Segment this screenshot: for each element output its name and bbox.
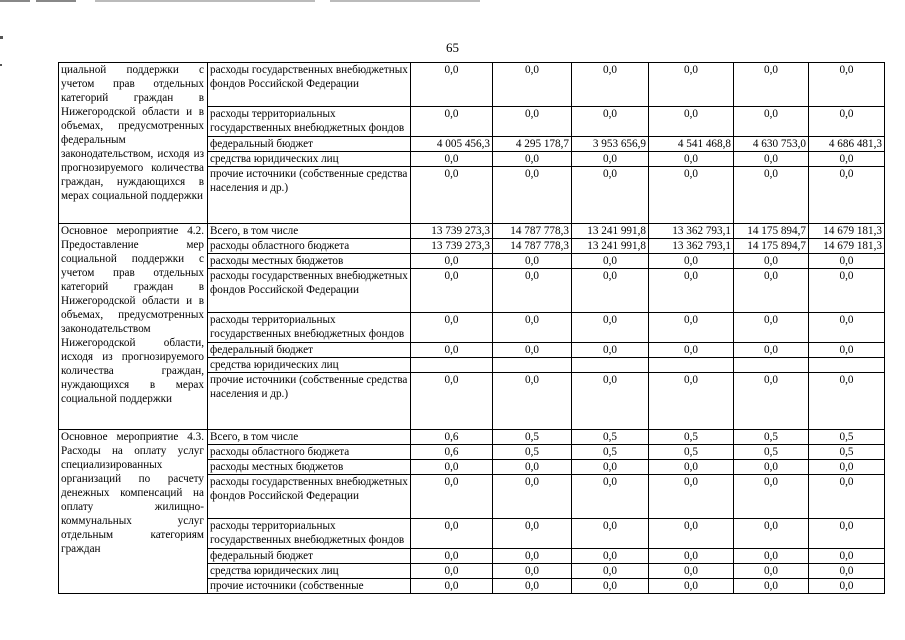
amount-cell: 4 295 178,7 [493, 137, 572, 152]
amount-cell: 14 787 778,3 [493, 239, 572, 254]
amount-cell: 0,0 [572, 475, 649, 519]
funding-source: расходы государственных внебюджетных фондов Российской Федерации [208, 269, 411, 313]
amount-cell: 0,0 [572, 107, 649, 137]
amount-cell: 14 175 894,7 [734, 239, 809, 254]
amount-cell: 0,0 [734, 549, 809, 564]
amount-cell: 0,0 [734, 269, 809, 313]
measure-description: Основное мероприятие 4.3. Расходы на оплату услуг специализированных организаций по расчету денежных компенсаций на оплату жилищно-коммунальных услуг отдельным категориям граждан [59, 430, 208, 594]
amount-cell: 0,0 [734, 313, 809, 343]
scan-top-mark [95, 0, 315, 2]
amount-cell: 0,5 [734, 445, 809, 460]
amount-cell: 0,0 [649, 373, 734, 430]
amount-cell [493, 358, 572, 373]
funding-source: средства юридических лиц [208, 152, 411, 167]
amount-cell [572, 358, 649, 373]
funding-source: расходы областного бюджета [208, 445, 411, 460]
scan-top-mark [330, 0, 480, 2]
funding-source: прочие источники (собственные [208, 579, 411, 594]
scan-top-mark [0, 0, 30, 2]
amount-cell: 0,5 [493, 430, 572, 445]
amount-cell: 0,0 [734, 564, 809, 579]
amount-cell: 0,0 [649, 313, 734, 343]
amount-cell: 14 679 181,3 [809, 239, 885, 254]
amount-cell: 0,0 [649, 107, 734, 137]
amount-cell: 0,0 [411, 254, 493, 269]
amount-cell: 0,0 [649, 269, 734, 313]
amount-cell: 0,0 [493, 579, 572, 594]
amount-cell: 13 362 793,1 [649, 239, 734, 254]
amount-cell: 0,0 [572, 373, 649, 430]
amount-cell: 0,6 [411, 430, 493, 445]
amount-cell: 0,0 [411, 373, 493, 430]
amount-cell: 0,0 [411, 564, 493, 579]
funding-source: расходы областного бюджета [208, 239, 411, 254]
funding-source: расходы местных бюджетов [208, 460, 411, 475]
funding-source: Всего, в том числе [208, 224, 411, 239]
amount-cell: 13 739 273,3 [411, 224, 493, 239]
amount-cell: 14 175 894,7 [734, 224, 809, 239]
amount-cell [649, 358, 734, 373]
amount-cell: 0,0 [411, 475, 493, 519]
amount-cell: 0,0 [809, 475, 885, 519]
amount-cell: 0,0 [809, 152, 885, 167]
amount-cell: 0,0 [734, 460, 809, 475]
amount-cell: 0,0 [649, 519, 734, 549]
amount-cell: 0,0 [734, 254, 809, 269]
amount-cell: 0,0 [809, 519, 885, 549]
table-row [59, 430, 885, 445]
amount-cell: 0,0 [493, 549, 572, 564]
amount-cell: 0,0 [493, 519, 572, 549]
table-row [59, 63, 885, 107]
amount-cell: 0,0 [411, 167, 493, 224]
amount-cell: 0,0 [572, 460, 649, 475]
funding-source: федеральный бюджет [208, 549, 411, 564]
amount-cell: 0,0 [734, 167, 809, 224]
amount-cell: 0,0 [649, 549, 734, 564]
amount-cell: 0,0 [411, 343, 493, 358]
amount-cell: 0,5 [572, 430, 649, 445]
amount-cell: 0,0 [572, 167, 649, 224]
scan-edge-mark [0, 36, 3, 39]
amount-cell: 0,0 [649, 63, 734, 107]
amount-cell: 0,0 [734, 152, 809, 167]
amount-cell: 0,0 [809, 107, 885, 137]
funding-source: расходы государственных внебюджетных фондов Российской Федерации [208, 475, 411, 519]
amount-cell [734, 358, 809, 373]
amount-cell: 0,0 [493, 167, 572, 224]
funding-source: расходы территориальных государственных внебюджетных фондов [208, 519, 411, 549]
amount-cell: 0,0 [411, 519, 493, 549]
amount-cell: 4 686 481,3 [809, 137, 885, 152]
amount-cell: 0,0 [809, 549, 885, 564]
amount-cell: 0,0 [493, 269, 572, 313]
amount-cell: 0,5 [734, 430, 809, 445]
amount-cell: 13 739 273,3 [411, 239, 493, 254]
amount-cell: 0,5 [809, 445, 885, 460]
table-row [59, 224, 885, 239]
amount-cell: 0,0 [572, 63, 649, 107]
amount-cell: 0,0 [734, 107, 809, 137]
funding-source: средства юридических лиц [208, 358, 411, 373]
funding-source: расходы местных бюджетов [208, 254, 411, 269]
funding-source: прочие источники (собственные средства населения и др.) [208, 373, 411, 430]
amount-cell: 0,0 [649, 152, 734, 167]
amount-cell: 0,0 [734, 519, 809, 549]
budget-table [58, 62, 885, 594]
funding-source: расходы территориальных государственных внебюджетных фондов [208, 107, 411, 137]
amount-cell: 0,0 [411, 63, 493, 107]
amount-cell: 0,0 [649, 343, 734, 358]
amount-cell: 0,0 [649, 167, 734, 224]
funding-source: расходы государственных внебюджетных фондов Российской Федерации [208, 63, 411, 107]
amount-cell: 0,5 [493, 445, 572, 460]
funding-source: средства юридических лиц [208, 564, 411, 579]
amount-cell: 0,0 [411, 107, 493, 137]
amount-cell: 4 005 456,3 [411, 137, 493, 152]
amount-cell: 4 541 468,8 [649, 137, 734, 152]
amount-cell: 0,0 [572, 549, 649, 564]
amount-cell: 0,0 [572, 313, 649, 343]
amount-cell: 0,0 [411, 152, 493, 167]
funding-source: прочие источники (собственные средства населения и др.) [208, 167, 411, 224]
amount-cell: 0,0 [493, 254, 572, 269]
amount-cell: 0,5 [649, 430, 734, 445]
amount-cell: 0,0 [649, 564, 734, 579]
funding-source: федеральный бюджет [208, 137, 411, 152]
amount-cell: 0,0 [411, 460, 493, 475]
amount-cell: 0,0 [649, 475, 734, 519]
amount-cell: 0,0 [411, 269, 493, 313]
scan-top-mark [36, 0, 76, 2]
amount-cell: 0,0 [493, 107, 572, 137]
amount-cell: 13 241 991,8 [572, 239, 649, 254]
amount-cell: 0,0 [493, 460, 572, 475]
amount-cell: 0,0 [493, 152, 572, 167]
measure-description: циальной поддержки с учетом прав отдельных категорий граждан в Нижегородской области и в объемах, предусмотренных федеральным законодательством, исходя из прогнозируемого количества граждан, нуждающихся в мерах социальной поддержки [59, 63, 208, 224]
amount-cell: 0,0 [809, 269, 885, 313]
amount-cell: 0,0 [809, 373, 885, 430]
amount-cell: 0,0 [493, 343, 572, 358]
funding-source: расходы территориальных государственных внебюджетных фондов [208, 313, 411, 343]
amount-cell [809, 358, 885, 373]
amount-cell: 4 630 753,0 [734, 137, 809, 152]
page-number: 65 [446, 40, 459, 55]
amount-cell: 0,5 [649, 445, 734, 460]
amount-cell: 0,6 [411, 445, 493, 460]
budget-table-body [59, 63, 885, 594]
amount-cell: 0,0 [572, 152, 649, 167]
amount-cell: 0,0 [809, 579, 885, 594]
amount-cell: 0,0 [649, 254, 734, 269]
amount-cell: 0,0 [809, 254, 885, 269]
amount-cell: 0,0 [572, 564, 649, 579]
amount-cell: 0,0 [809, 460, 885, 475]
scan-edge-mark [0, 64, 2, 66]
amount-cell: 0,0 [734, 579, 809, 594]
amount-cell: 0,0 [809, 63, 885, 107]
amount-cell: 0,0 [572, 579, 649, 594]
amount-cell [411, 358, 493, 373]
amount-cell: 0,0 [572, 343, 649, 358]
amount-cell: 0,0 [493, 564, 572, 579]
amount-cell: 0,0 [809, 167, 885, 224]
amount-cell: 0,0 [809, 564, 885, 579]
funding-source: Всего, в том числе [208, 430, 411, 445]
amount-cell: 0,0 [411, 549, 493, 564]
amount-cell: 0,0 [734, 63, 809, 107]
amount-cell: 0,0 [572, 269, 649, 313]
amount-cell: 0,0 [734, 475, 809, 519]
amount-cell: 0,0 [572, 519, 649, 549]
measure-description: Основное мероприятие 4.2. Предоставление мер социальной поддержки с учетом прав отдельных категорий граждан в Нижегородской области и в объемах, предусмотренных законодательством Нижегородской области, исходя из прогнозируемого количества граждан, нуждающихся в мерах социальной поддержки [59, 224, 208, 430]
amount-cell: 0,0 [734, 373, 809, 430]
amount-cell: 0,0 [493, 63, 572, 107]
amount-cell: 0,0 [493, 313, 572, 343]
amount-cell: 13 362 793,1 [649, 224, 734, 239]
amount-cell: 0,0 [411, 579, 493, 594]
amount-cell: 0,5 [809, 430, 885, 445]
amount-cell: 0,0 [649, 460, 734, 475]
amount-cell: 13 241 991,8 [572, 224, 649, 239]
funding-source: федеральный бюджет [208, 343, 411, 358]
amount-cell: 0,0 [493, 475, 572, 519]
amount-cell: 0,5 [572, 445, 649, 460]
amount-cell: 0,0 [493, 373, 572, 430]
amount-cell: 0,0 [734, 343, 809, 358]
amount-cell: 3 953 656,9 [572, 137, 649, 152]
amount-cell: 0,0 [809, 343, 885, 358]
amount-cell: 0,0 [572, 254, 649, 269]
amount-cell: 0,0 [649, 579, 734, 594]
amount-cell: 14 679 181,3 [809, 224, 885, 239]
amount-cell: 14 787 778,3 [493, 224, 572, 239]
amount-cell: 0,0 [809, 313, 885, 343]
amount-cell: 0,0 [411, 313, 493, 343]
